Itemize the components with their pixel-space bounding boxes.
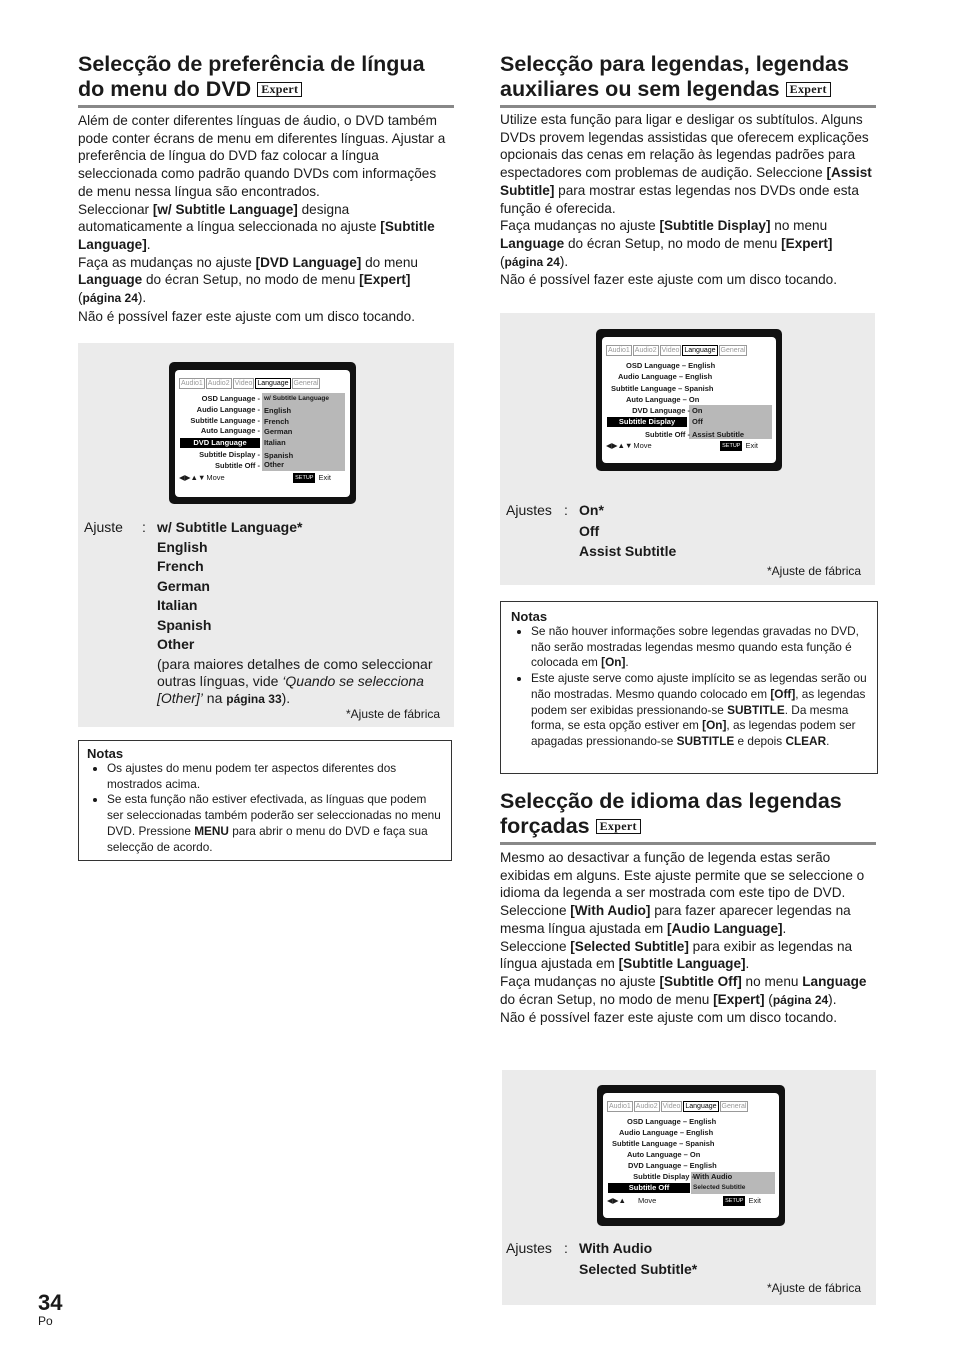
option: German — [264, 427, 293, 436]
notes-title: Notas — [87, 746, 124, 761]
menu-row: Auto Language - — [200, 426, 260, 435]
option: On — [692, 406, 703, 415]
tab-video: Video — [661, 347, 680, 354]
option: With Audio — [693, 1172, 733, 1181]
notes-box — [78, 740, 452, 861]
setup-key-icon: SETUP — [725, 1198, 744, 1204]
tab-general: General — [293, 380, 319, 387]
tab-audio1: Audio1 — [181, 380, 203, 387]
setup-tabs — [179, 378, 321, 389]
screen-footer: ◀▶▲▼ Move SETUP Exit — [179, 473, 331, 482]
setting-option: Italian — [157, 597, 198, 613]
setup-key-icon: SETUP — [295, 475, 314, 481]
tab-language: Language — [684, 347, 716, 354]
menu-row: OSD Language - — [201, 394, 260, 403]
setup-tabs — [606, 345, 748, 356]
screen-footer: ◀▶▲▼ Move SETUP Exit — [606, 441, 758, 450]
tab-language: Language — [257, 380, 289, 387]
setting-option: Selected Subtitle* — [579, 1261, 698, 1277]
menu-row: DVD Language – English — [628, 1161, 717, 1170]
setting-option: English — [157, 538, 208, 555]
paragraph: Utilize esta função para ligar e desligar os subtítulos. Alguns DVDs provem legendas assistidas que oferecem explicações opcionais das cenas em relação às legendas padrões para espectadores com problemas de audição. Seleccione [Assist Subtitle] para mostrar estas legendas nos DVDs onde esta função é oferecida. — [500, 112, 872, 216]
paragraph: Faça as mudanças no ajuste [DVD Language] do menu Language do écran Setup, no modo de menu [Expert] (página 24). — [78, 254, 418, 306]
option: Other — [264, 460, 285, 469]
tv-screen-illustration — [169, 362, 356, 504]
option: Spanish — [264, 451, 294, 460]
section-heading-forced-subtitles: Selecção de idioma das legendas forçadas Expert — [500, 789, 876, 845]
menu-row-selected: DVD Language — [180, 438, 260, 448]
setting-option: German — [157, 577, 210, 594]
menu-row: Subtitle Display - — [633, 1172, 694, 1181]
setting-detail: (para maiores detalhes de como seleccionar outras línguas, vide ‘Quando se selecciona [Other]’ na página 33). — [157, 655, 433, 706]
option: French — [264, 417, 290, 426]
paragraph: Seleccione [Selected Subtitle] para exibir as legendas na língua ajustada em [Subtitle Language]. — [500, 938, 853, 972]
paragraph: Faça mudanças no ajuste [Subtitle Display] no menu Language do écran Setup, no modo de menu [Expert] (página 24). — [500, 218, 833, 269]
setup-screen — [175, 370, 350, 497]
expert-badge: Expert — [786, 82, 831, 97]
section-heading-menu-language: Selecção de preferência de língua do menu do DVD Expert — [78, 52, 454, 108]
menu-row: OSD Language – English — [626, 361, 716, 370]
setup-screen — [603, 1093, 779, 1218]
tab-general: General — [721, 1103, 747, 1110]
note-item: • Se esta função não estiver efectivada, as línguas que podem ser seleccionadas também poderão ser seleccionadas no menu DVD. Pressione MENU para abrir o menu do DVD e faça sua selecção de acordo. — [107, 792, 445, 855]
setting-option: With Audio — [579, 1240, 653, 1256]
tab-audio1: Audio1 — [608, 347, 630, 354]
setting-option: Assist Subtitle — [579, 543, 677, 559]
setting-option: w/ Subtitle Language* — [157, 519, 303, 535]
menu-row-selected: Subtitle Off — [608, 1183, 690, 1193]
tab-audio2: Audio2 — [635, 1103, 658, 1110]
tab-general: General — [720, 347, 746, 354]
right1-intro — [500, 111, 876, 289]
tab-video: Video — [234, 380, 253, 387]
tab-language: Language — [685, 1103, 717, 1110]
option: Assist Subtitle — [692, 430, 745, 439]
setup-tabs — [607, 1101, 749, 1112]
menu-row: Subtitle Language – Spanish — [612, 1139, 715, 1148]
factory-default-note: *Ajuste de fábrica — [767, 564, 862, 578]
expert-badge: Expert — [596, 819, 641, 834]
factory-default-note: *Ajuste de fábrica — [346, 707, 441, 721]
menu-row: Subtitle Display - — [199, 450, 260, 459]
menu-row: Subtitle Off - — [645, 430, 690, 439]
note-item: • Se não houver informações sobre legendas gravadas no DVD, não serão mostradas legendas mesmo quando esta função é colocada em [On]. — [531, 624, 871, 671]
menu-row: Subtitle Language - — [190, 416, 260, 425]
option: Italian — [264, 438, 286, 447]
paragraph: Além de conter diferentes línguas de áudio, o DVD também pode conter écrans de menu em diferentes línguas. Ajustar a preferência de língua do DVD faz colocar a língua seleccionada como padrão quando DVDs com informações de menu nessa língua são encontrados. — [78, 113, 446, 199]
setting-option: On* — [579, 502, 604, 518]
note-item: • Este ajuste serve como ajuste implícito se as legendas serão ou não mostradas. Mesmo quando colocado em [Off], as legendas podem ser exibidas pressionando-se SUBTITLE. Da mesma forma, se esta opção estiver em [On], as legendas podem ser apagadas pressionando-se SUBTITLE e depois CLEAR. — [531, 671, 871, 750]
menu-row: Audio Language – English — [618, 372, 713, 381]
menu-row: Audio Language - — [196, 405, 260, 414]
menu-row: Auto Language – On — [627, 1150, 701, 1159]
paragraph: Seleccionar [w/ Subtitle Language] designa automaticamente a língua seleccionada no ajuste [Subtitle Language]. — [78, 201, 435, 252]
expert-badge: Expert — [257, 82, 302, 97]
tab-audio2: Audio2 — [634, 347, 657, 354]
menu-row: Subtitle Language – Spanish — [611, 384, 714, 393]
setting-option: Spanish — [157, 616, 212, 633]
menu-row: DVD Language - — [632, 406, 690, 415]
note-item: • Os ajustes do menu podem ter aspectos diferentes dos mostrados acima. — [107, 761, 445, 792]
menu-row: Subtitle Off - — [215, 461, 260, 470]
menu-row: Audio Language – English — [619, 1128, 714, 1137]
tv-screen-illustration — [597, 1085, 785, 1226]
page-language: Po — [38, 1314, 53, 1328]
notes-title: Notas — [511, 609, 548, 624]
arrow-keys-icon: ◀▶▲▼ — [179, 473, 206, 482]
setting-option: French — [157, 558, 204, 574]
right2-intro — [500, 849, 876, 1027]
notes-box — [500, 601, 878, 774]
paragraph: Não é possível fazer este ajuste com um disco tocando. — [78, 308, 415, 324]
setup-screen — [602, 337, 776, 463]
paragraph: Mesmo ao desactivar a função de legenda estas serão exibidas em alguns. Este ajuste permite que se seleccione o idioma da legenda a ser mostrada com este tipo de DVD. — [500, 850, 865, 901]
menu-row: Auto Language – On — [626, 395, 700, 404]
option: w/ Subtitle Language — [264, 395, 330, 402]
tab-audio2: Audio2 — [207, 380, 230, 387]
setup-key-icon: SETUP — [722, 443, 741, 449]
paragraph: Não é possível fazer este ajuste com um disco tocando. — [500, 272, 837, 288]
factory-default-note: *Ajuste de fábrica — [767, 1281, 862, 1295]
paragraph: Faça mudanças no ajuste [Subtitle Off] no menu Language do écran Setup, no modo de menu [Expert] (página 24). — [500, 973, 867, 1007]
setting-option: Off — [579, 522, 600, 539]
tab-video: Video — [662, 1103, 681, 1110]
screen-footer: ◀▶▲ Move SETUP Exit — [607, 1196, 761, 1205]
tab-audio1: Audio1 — [609, 1103, 631, 1110]
left-intro — [78, 112, 454, 325]
option: Off — [692, 417, 703, 426]
menu-row: OSD Language – English — [627, 1117, 717, 1126]
option: Selected Subtitle — [693, 1184, 746, 1191]
paragraph: Não é possível fazer este ajuste com um disco tocando. — [500, 1010, 837, 1026]
paragraph: Seleccione [With Audio] para fazer aparecer legendas na mesma língua ajustada em [Audio Language]. — [500, 903, 851, 936]
arrow-keys-icon: ◀▶▲▼ — [606, 441, 633, 450]
arrow-keys-icon: ◀▶▲ — [607, 1196, 626, 1205]
tv-screen-illustration — [596, 329, 782, 471]
option: English — [264, 406, 292, 415]
section-heading-subtitles: Selecção para legendas, legendas auxiliares ou sem legendas Expert — [500, 52, 876, 108]
page-number: 34 — [38, 1290, 63, 1315]
menu-row-selected: Subtitle Display — [607, 417, 687, 427]
setting-option: Other — [157, 636, 195, 652]
